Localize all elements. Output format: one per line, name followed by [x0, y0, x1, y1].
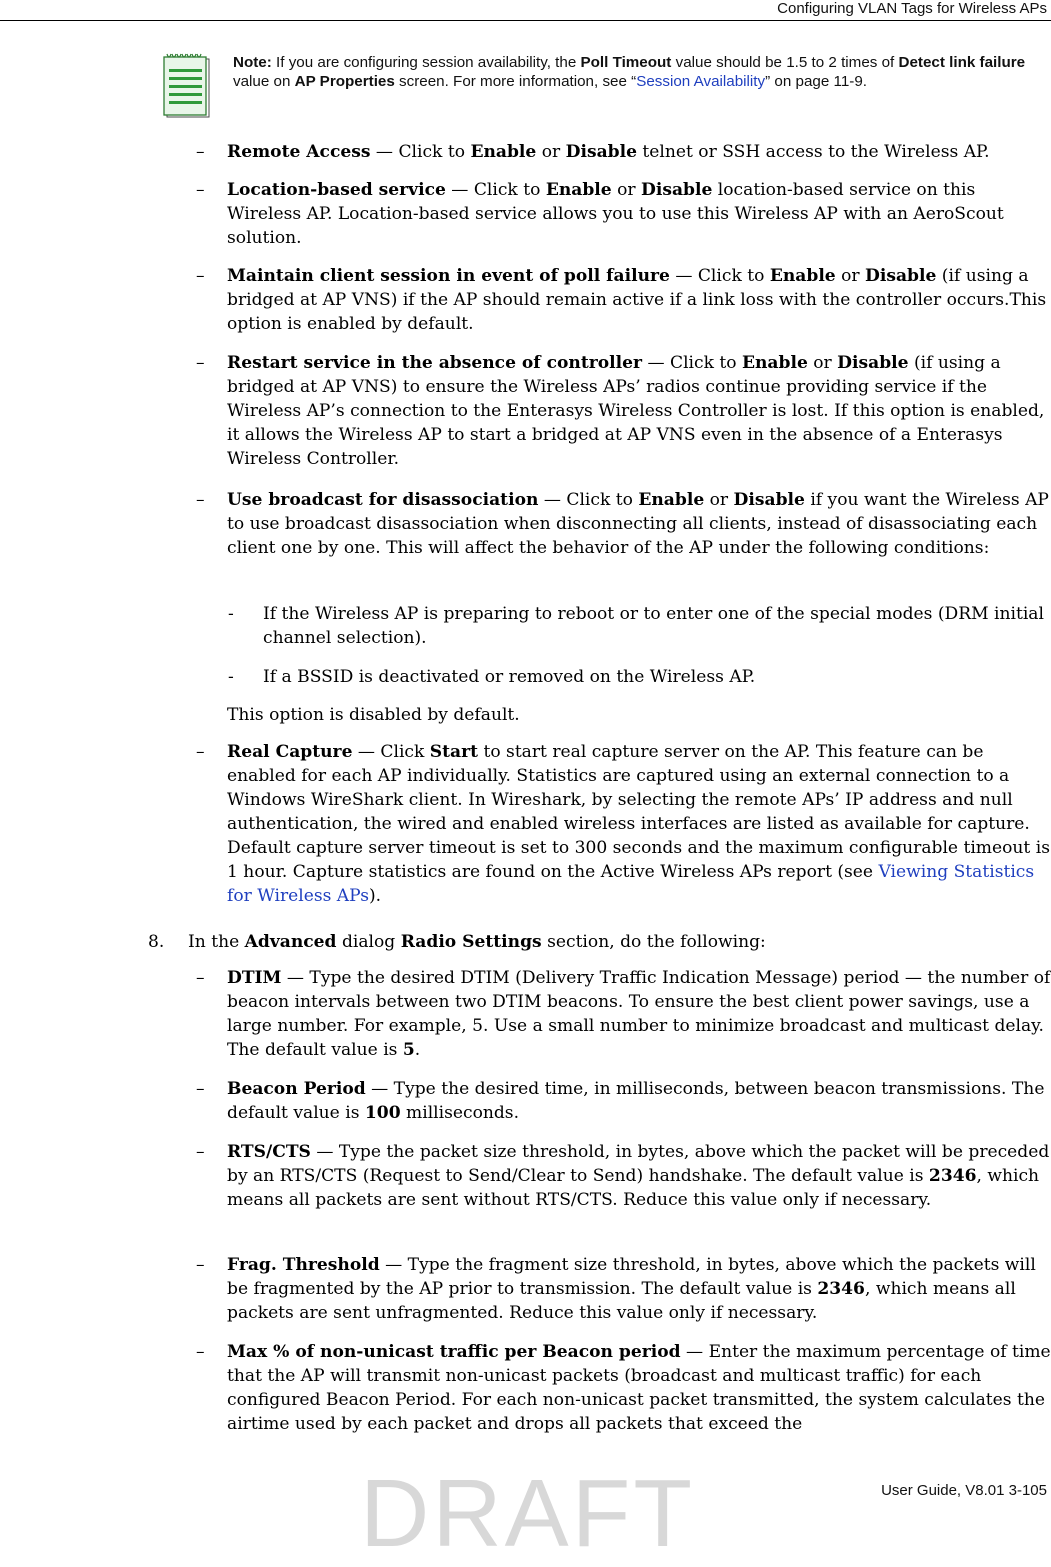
item-bold: 5 [402, 1040, 415, 1060]
item-text: — Click to [669, 266, 770, 286]
disabled-by-default-note: This option is disabled by default. [227, 705, 520, 725]
header-rule [0, 20, 1051, 21]
list-dash: – [196, 1142, 205, 1162]
note-text-2: value should be 1.5 to 2 times of [671, 54, 899, 71]
item-text: — Type the desired time, in milliseconds, between beacon transmissions. The default value is [227, 1079, 1045, 1123]
item-bold: 100 [364, 1103, 401, 1123]
sub-item-text: If a BSSID is deactivated or removed on the Wireless AP. [263, 667, 756, 687]
item-text: to start real capture server on the AP. This feature can be enabled for each AP individually. Statistics are captured using an external connection to a Windows WireShark client. In Wireshark, by selecting the remote APs’ IP address and null authentication, the wired and enabled wireless interfaces are listed as available for capture. Default capture server timeout is set to 300 seconds and the maximum configurable timeout is 1 hour. Capture statistics are found on the Active Wireless APs report (see [227, 742, 1050, 882]
note-text-3: value on [233, 73, 295, 90]
list-dash: – [196, 353, 205, 373]
item-term: Remote Access [227, 142, 371, 162]
footer-page-info: User Guide, V8.01 3-105 [881, 1482, 1047, 1499]
item-term: Location-based service [227, 180, 446, 200]
item-text: — Click to [538, 490, 639, 510]
list-dash: – [196, 266, 205, 286]
sub-hyphen: - [228, 667, 234, 687]
item-bold: Enable [741, 353, 808, 373]
list-dash: – [196, 1255, 205, 1275]
item-term: Beacon Period [227, 1079, 366, 1099]
item-text: milliseconds. [400, 1103, 520, 1123]
list-dash: – [196, 490, 205, 510]
step-text: section, do the following: [541, 932, 766, 952]
item-bold: Disable [565, 142, 637, 162]
draft-watermark: DRAFT [360, 1460, 695, 1567]
notepad-icon [163, 53, 211, 123]
item-text: — Enter the maximum percentage of time that the AP will transmit non-unicast packets (broadcast and multicast traffic) for each configured Beacon Period. For each non-unicast packet transmitted, the system calculates the airtime used by each packet and drops all packets that exceed the [227, 1342, 1051, 1434]
item-term: Frag. Threshold [227, 1255, 380, 1275]
item-text: , which means all packets are sent without RTS/CTS. Reduce this value only if necessary. [227, 1166, 1040, 1210]
start-bold: Start [429, 742, 479, 762]
list-dash: – [196, 968, 205, 988]
item-text: — Click to [445, 180, 546, 200]
note-bold-1: Poll Timeout [580, 54, 672, 71]
item-text: or [807, 353, 838, 373]
item-bold: 2346 [817, 1279, 865, 1299]
item-text: (if using a bridged at AP VNS) to ensure the Wireless APs’ radios continue providing service if the Wireless AP’s connection to the Enterasys Wireless Controller is lost. If this option is enabled, it allows the Wireless AP to start a bridged at AP VNS even in the absence of a Enterasys Wireless Controller. [227, 353, 1045, 469]
item-bold: Disable [733, 490, 805, 510]
item-bold: Disable [837, 353, 909, 373]
item-text: — Type the packet size threshold, in bytes, above which the packet will be preceded by an RTS/CTS (Request to Send/Clear to Send) handshake. The default value is [227, 1142, 1050, 1186]
item-bold: Enable [638, 490, 705, 510]
item-bold: Disable [641, 180, 713, 200]
item-bold: Enable [470, 142, 537, 162]
note-paragraph [233, 53, 1051, 91]
item-text: — Type the fragment size threshold, in bytes, above which the packets will be fragmented by the AP prior to transmission. The default value is [227, 1255, 1036, 1299]
item-text: — Click to [642, 353, 742, 373]
item-text: — Type the desired DTIM (Delivery Traffic Indication Message) period — the number of beacon intervals between two DTIM beacons. To ensure the best client power savings, use a large number. For example, 5. Use a small number to minimize broadcast and multicast delay. The default value is [227, 968, 1051, 1060]
item-term: Max % of non-unicast traffic per Beacon period [227, 1342, 681, 1362]
item-bold: Enable [545, 180, 612, 200]
item-text: or [611, 180, 642, 200]
list-dash: – [196, 1079, 205, 1099]
item-text: — Click [352, 742, 430, 762]
item-text: or [835, 266, 866, 286]
item-text: , which means all packets are sent unfragmented. Reduce this value only if necessary. [227, 1279, 1016, 1323]
item-text: or [536, 142, 566, 162]
item-term: DTIM [227, 968, 282, 988]
running-header-title: Configuring VLAN Tags for Wireless APs [777, 0, 1047, 17]
item-term: RTS/CTS [227, 1142, 311, 1162]
list-dash: – [196, 180, 205, 200]
session-availability-link[interactable]: Session Availability [636, 73, 766, 90]
item-text: ). [368, 886, 382, 906]
note-text-1: If you are configuring session availability, the [271, 54, 581, 71]
step-number: 8. [148, 932, 165, 952]
item-bold: 2346 [928, 1166, 977, 1186]
item-term: Use broadcast for disassociation [227, 490, 539, 510]
item-text: location-based service on this Wireless AP. Location-based service allows you to use this Wireless AP with an AeroScout solution. [227, 180, 1004, 248]
item-term: Real Capture [227, 742, 353, 762]
sub-item-text: If the Wireless AP is preparing to reboot or to enter one of the special modes (DRM initial channel selection). [263, 604, 1044, 648]
step-bold: Advanced [244, 932, 337, 952]
list-dash: – [196, 742, 205, 762]
list-dash: – [196, 1342, 205, 1362]
note-bold-3: AP Properties [294, 73, 395, 90]
list-dash: – [196, 142, 205, 162]
item-term: Maintain client session in event of poll failure [227, 266, 670, 286]
step-bold: Radio Settings [400, 932, 542, 952]
item-text: or [704, 490, 734, 510]
note-text-5: ” on page 11-9. [765, 73, 867, 90]
viewing-statistics-link[interactable]: Viewing Statistics for Wireless APs [227, 862, 1035, 906]
step-text: In the [188, 932, 245, 952]
item-bold: Enable [769, 266, 836, 286]
note-label: Note: [233, 54, 272, 71]
item-text: telnet or SSH access to the Wireless AP. [636, 142, 990, 162]
item-text: if you want the Wireless AP to use broadcast disassociation when disconnecting all clients, instead of disassociating each client one by one. This will affect the behavior of the AP under the following conditions: [227, 490, 1049, 558]
note-text-4: screen. For more information, see “ [394, 73, 637, 90]
item-term: Restart service in the absence of controller [227, 353, 643, 373]
step-text: dialog [336, 932, 401, 952]
sub-hyphen: - [228, 604, 234, 624]
item-text: — Click to [370, 142, 471, 162]
item-text: (if using a bridged at AP VNS) if the AP should remain active if a link loss with the controller occurs.This option is enabled by default. [227, 266, 1047, 334]
note-bold-2: Detect link failure [898, 54, 1026, 71]
item-bold: Disable [865, 266, 937, 286]
item-text: . [414, 1040, 421, 1060]
